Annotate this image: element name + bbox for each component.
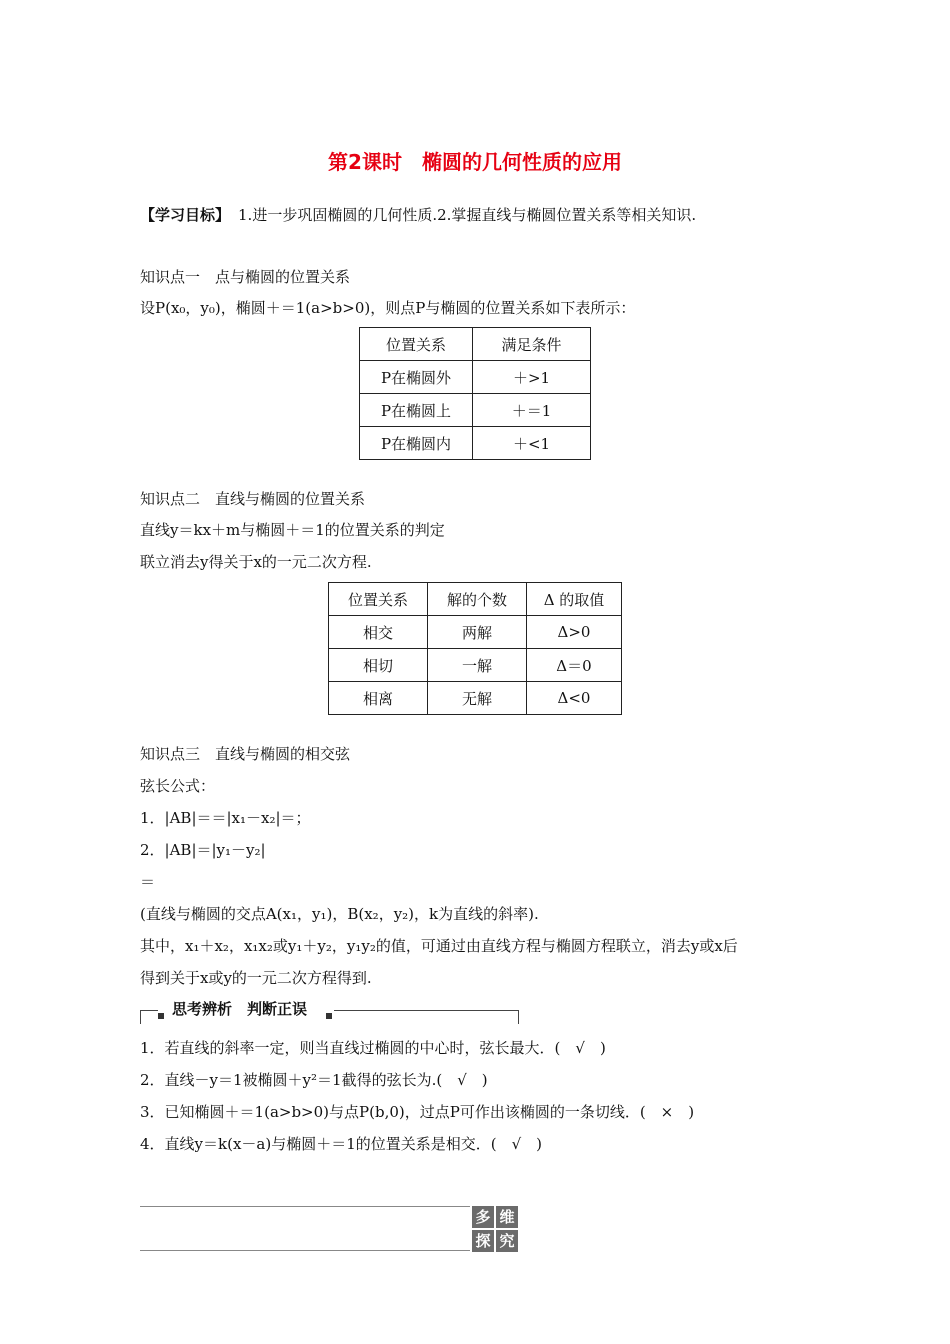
judgment-item: 4．直线y＝k(x－a)与椭圆＋＝1的位置关系是相交．( √ ) [140, 1135, 543, 1153]
kp1-table [359, 327, 591, 460]
kp3-heading: 知识点三 直线与椭圆的相交弦 [140, 745, 351, 763]
kp2-line1: 直线y＝kx＋m与椭圆＋＝1的位置关系的判定 [140, 521, 445, 539]
learning-objectives [140, 204, 696, 226]
table-header: 满足条件 [473, 328, 591, 361]
kp3-line: ＝ [140, 873, 156, 891]
table-cell: 相交 [329, 616, 428, 649]
objectives-text: 1.进一步巩固椭圆的几何性质.2.掌握直线与椭圆位置关系等相关知识. [238, 206, 697, 224]
kp3-line: 得到关于x或y的一元二次方程得到. [140, 969, 372, 987]
table-cell: ＋＝1 [473, 394, 591, 427]
banner-dot [326, 1006, 332, 1024]
banner-rule-right [334, 1010, 518, 1011]
judgment-item: 1．若直线的斜率一定，则当直线过椭圆的中心时，弦长最大．( √ ) [140, 1039, 606, 1057]
table-cell: P在椭圆上 [360, 394, 473, 427]
table-cell: 相切 [329, 649, 428, 682]
table-cell: P在椭圆内 [360, 427, 473, 460]
table-header: 位置关系 [360, 328, 473, 361]
badge-char: 维 [496, 1206, 518, 1228]
table-row [329, 616, 622, 649]
kp2-table [328, 582, 622, 715]
judgment-item: 2．直线－y＝1被椭圆＋y²＝1截得的弦长为.( √ ) [140, 1071, 488, 1089]
table-row [329, 682, 622, 715]
table-header: 解的个数 [428, 583, 527, 616]
page-title: 第2课时 椭圆的几何性质的应用 [328, 150, 622, 174]
table-cell: Δ>0 [527, 616, 622, 649]
table-header-row [360, 328, 591, 361]
badge-char: 多 [472, 1206, 494, 1228]
banner-rule-left [140, 1010, 158, 1011]
table-cell: Δ<0 [527, 682, 622, 715]
kp2-heading: 知识点二 直线与椭圆的位置关系 [140, 490, 366, 508]
kp3-line: (直线与椭圆的交点A(x₁，y₁)，B(x₂，y₂)，k为直线的斜率). [140, 905, 539, 923]
table-row [360, 394, 591, 427]
table-row [360, 361, 591, 394]
table-header: 位置关系 [329, 583, 428, 616]
table-header: Δ 的取值 [527, 583, 622, 616]
kp3-line: 其中，x₁＋x₂，x₁x₂或y₁＋y₂，y₁y₂的值，可通过由直线方程与椭圆方程联立，消去y或x后 [140, 937, 738, 955]
badge-char: 探 [472, 1230, 494, 1252]
footer-rule-bottom [140, 1250, 470, 1251]
objectives-label: 【学习目标】 [140, 206, 231, 224]
badge-char: 究 [496, 1230, 518, 1252]
table-cell: 相离 [329, 682, 428, 715]
kp1-intro: 设P(x₀，y₀)，椭圆＋＝1(a>b>0)，则点P与椭圆的位置关系如下表所示： [140, 299, 636, 317]
kp1-heading: 知识点一 点与椭圆的位置关系 [140, 268, 351, 286]
table-cell: 无解 [428, 682, 527, 715]
table-row [329, 649, 622, 682]
table-cell: P在椭圆外 [360, 361, 473, 394]
table-cell: Δ＝0 [527, 649, 622, 682]
banner-corner-left [140, 1010, 141, 1024]
footer-rule-top [140, 1206, 470, 1207]
table-row [360, 427, 591, 460]
kp3-line: 1．|AB|＝＝|x₁－x₂|＝； [140, 809, 311, 827]
table-cell: ＋<1 [473, 427, 591, 460]
table-cell: ＋>1 [473, 361, 591, 394]
kp3-line: 2．|AB|＝|y₁－y₂| [140, 841, 266, 859]
table-cell: 一解 [428, 649, 527, 682]
judgment-item: 3．已知椭圆＋＝1(a>b>0)与点P(b,0)，过点P可作出该椭圆的一条切线．( × ) [140, 1103, 695, 1121]
kp2-line2: 联立消去y得关于x的一元二次方程. [140, 553, 372, 571]
kp3-line: 弦长公式： [140, 777, 216, 795]
table-header-row [329, 583, 622, 616]
table-cell: 两解 [428, 616, 527, 649]
banner-title: 思考辨析 判断正误 [172, 1000, 308, 1018]
banner-dot [158, 1006, 164, 1024]
banner-corner-right [518, 1010, 519, 1024]
